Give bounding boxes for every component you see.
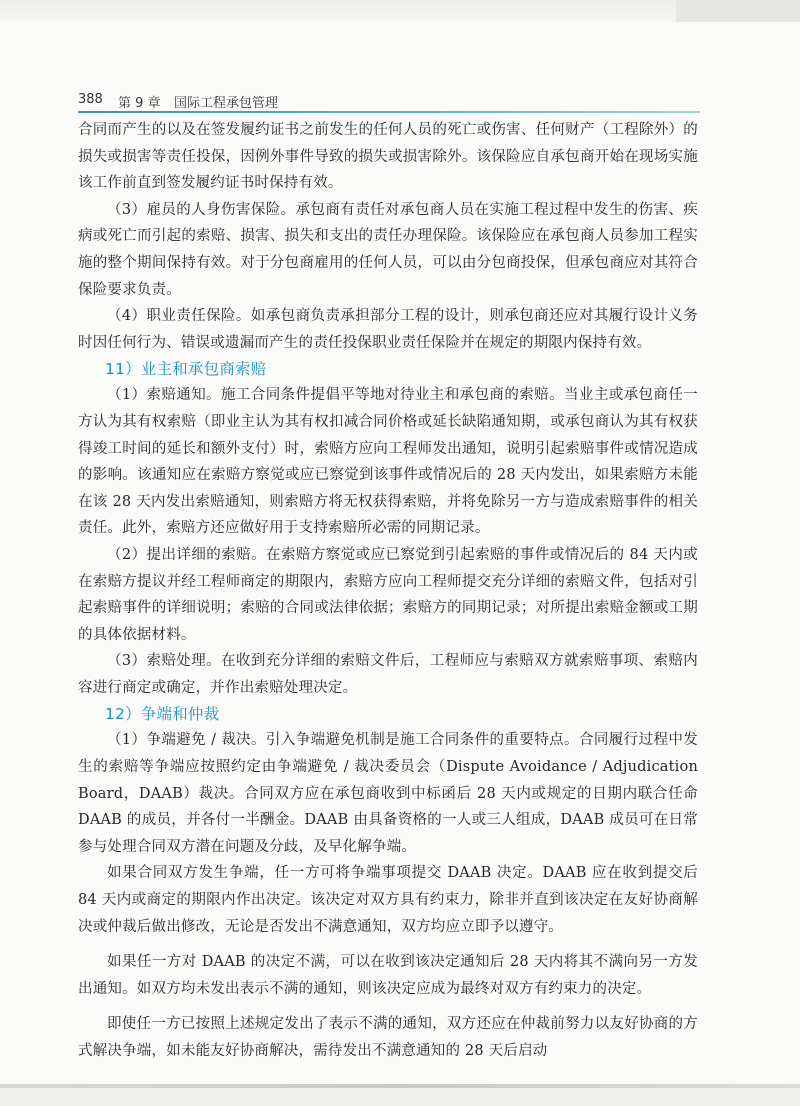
running-header	[78, 90, 698, 112]
chapter-label: 第 9 章	[118, 96, 161, 111]
page-content	[78, 117, 698, 1065]
paragraph: （3）雇员的人身伤害保险。承包商有责任对承包商人员在实施工程过程中发生的伤害、疾病或死亡而引起的索赔、损害、损失和支出的责任办理保险。该保险应在承包商人员参加工程实施的整个期间保持有效。对于分包商雇用的任何人员，可以由分包商投保，但承包商应对其符合保险要求负责。	[78, 201, 698, 298]
paragraph: （1）索赔通知。施工合同条件提倡平等地对待业主和承包商的索赔。当业主或承包商任一方认为其有权索赔（即业主认为其有权扣减合同价格或延长缺陷通知期，或承包商认为其有权获得竣工时间的延长和额外支付）时，索赔方应向工程师发出通知，说明引起索赔事件或情况造成的影响。该通知应在索赔方察觉或应已察觉到该事件或情况后的 28 天内发出，如果索赔方未能在该 28 天内发出索赔通知，则索赔方将无权获得索赔，并将免除另一方与造成索赔事件的相关责任。此外，索赔方还应做好用于支持索赔所必需的同期记录。	[78, 387, 698, 537]
paragraph: 如果任一方对 DAAB 的决定不满，可以在收到该决定通知后 28 天内将其不满向另一方发出通知。如双方均未发出表示不满的通知，则该决定应成为最终对双方有约束力的决定。	[78, 954, 698, 997]
paragraph: （2）提出详细的索赔。在索赔方察觉或应已察觉到引起索赔的事件或情况后的 84 天内或在索赔方提议并经工程师商定的期限内，索赔方应向工程师提交充分详细的索赔文件，包括对引起索赔事件的详细说明；索赔的合同或法律依据；索赔方的同期记录；对所提出索赔金额或工期的具体依据材料。	[78, 546, 698, 643]
section-heading-disputes: 12）争端和仲裁	[105, 705, 220, 724]
paragraph: 即使任一方已按照上述规定发出了表示不满的通知，双方还应在仲裁前努力以友好协商的方式解决争端，如未能友好协商解决，需待发出不满意通知的 28 天后启动	[78, 1016, 698, 1059]
chapter-title: 国际工程承包管理	[174, 96, 279, 111]
section-heading-claims: 11）业主和承包商索赔	[105, 360, 267, 379]
paragraph: 如果合同双方发生争端，任一方可将争端事项提交 DAAB 决定。DAAB 应在收到提交后 84 天内或商定的期限内作出决定。该决定对双方具有约束力，除非并直到该决定在友好协商解决或仲裁后做出修改，无论是否发出不满意通知，双方均应立即予以遵守。	[78, 865, 698, 935]
scan-corner-mark	[676, 0, 800, 22]
paragraph: 合同而产生的以及在签发履约证书之前发生的任何人员的死亡或伤害、任何财产（工程除外）的损失或损害等责任投保，因例外事件导致的损失或损害除外。该保险应自承包商开始在现场实施该工作前直到签发履约证书时保持有效。	[78, 122, 698, 192]
page-number: 388	[78, 92, 103, 107]
paragraph: （3）索赔处理。在收到充分详细的索赔文件后，工程师应与索赔双方就索赔事项、索赔内容进行商定或确定，并作出索赔处理决定。	[78, 653, 698, 696]
paragraph: （4）职业责任保险。如承包商负责承担部分工程的设计，则承包商还应对其履行设计义务时因任何行为、错误或遗漏而产生的责任投保职业责任保险并在规定的期限内保持有效。	[78, 308, 698, 351]
header-rule	[78, 111, 700, 113]
paragraph: （1）争端避免 / 裁决。引入争端避免机制是施工合同条件的重要特点。合同履行过程中发生的索赔等争端应按照约定由争端避免 / 裁决委员会（Dispute Avoidance / Adjudication Board，DAAB）裁决。合同双方应在承包商收到中标函后 28 天内或规定的日期内联合任命 DAAB 的成员，并各付一半酬金。DAAB 由具备资格的一人或三人组成，DAAB 成员可在日常参与处理合同双方潜在问题及分歧，及早化解争端。	[78, 732, 698, 855]
scan-bottom-shade	[0, 1088, 800, 1106]
